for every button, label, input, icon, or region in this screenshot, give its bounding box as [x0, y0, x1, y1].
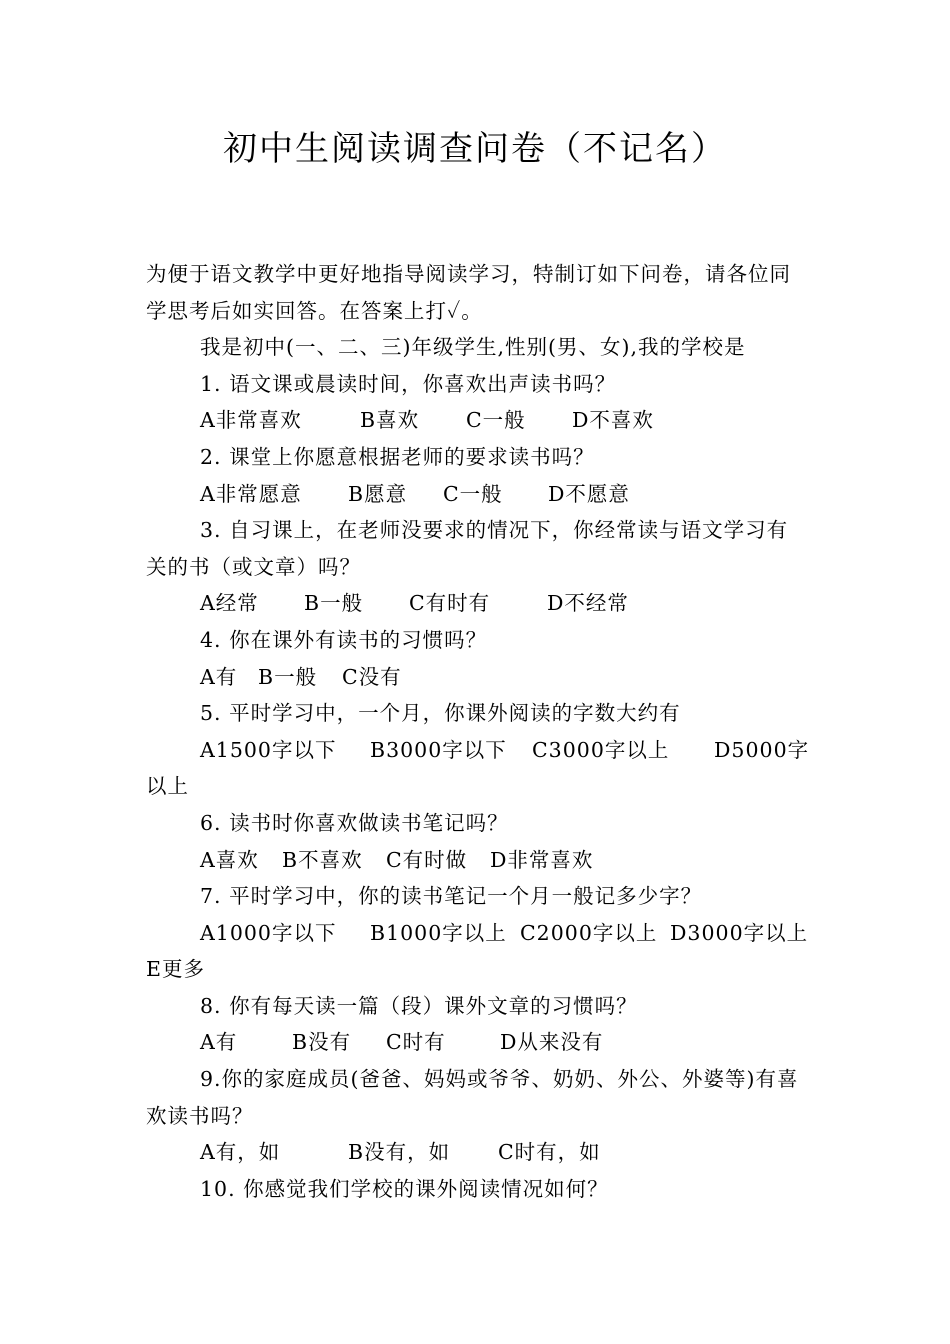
option-a[interactable]: A有: [200, 664, 238, 689]
option-a[interactable]: A1000字以下: [200, 920, 337, 945]
question-5-options: [146, 732, 810, 769]
option-a[interactable]: A经常: [200, 591, 259, 616]
question-5: 5. 平时学习中，一个月，你课外阅读的字数大约有: [200, 701, 681, 726]
question-8-options: [146, 1024, 810, 1061]
option-c[interactable]: C时有: [386, 1030, 446, 1055]
question-9-line-1: 9.你的家庭成员(爸爸、妈妈或爷爷、奶奶、外公、外婆等)有喜: [200, 1067, 799, 1092]
option-a[interactable]: A有，如: [200, 1140, 281, 1165]
option-a[interactable]: A1500字以下: [200, 737, 337, 762]
intro-line-1: 为便于语文教学中更好地指导阅读学习，特制订如下问卷，请各位同: [146, 262, 791, 286]
option-c[interactable]: C一般: [443, 481, 503, 506]
intro-line-2: 学思考后如实回答。在答案上打✓。: [146, 298, 483, 323]
question-10: 10. 你感觉我们学校的课外阅读情况如何？: [200, 1176, 609, 1201]
option-b[interactable]: B喜欢: [360, 408, 420, 433]
option-c[interactable]: C有时有: [409, 591, 491, 616]
question-7-options-line-2[interactable]: E更多: [146, 957, 205, 982]
document-title: 初中生阅读调查问卷（不记名）: [223, 129, 727, 169]
question-2-options: [146, 476, 810, 513]
option-c[interactable]: C一般: [466, 408, 526, 433]
question-9-options: [146, 1134, 810, 1171]
option-a[interactable]: A非常愿意: [200, 481, 302, 506]
question-8: 8. 你有每天读一篇（段）课外文章的习惯吗？: [200, 993, 638, 1018]
option-c[interactable]: C3000字以上: [532, 737, 670, 762]
option-b[interactable]: B一般: [258, 664, 318, 689]
option-b[interactable]: B没有，如: [348, 1140, 451, 1165]
option-b[interactable]: B3000字以下: [370, 737, 507, 762]
option-c[interactable]: C2000字以上: [520, 920, 658, 945]
question-5-options-line-2: 以上: [146, 774, 189, 799]
question-6: 6. 读书时你喜欢做读书笔记吗？: [200, 810, 509, 835]
option-b[interactable]: B1000字以上: [370, 920, 507, 945]
question-9-line-2: 欢读书吗？: [146, 1103, 254, 1128]
option-d[interactable]: D不喜欢: [572, 408, 654, 433]
question-3-options: [146, 585, 810, 622]
question-7: 7. 平时学习中，你的读书笔记一个月一般记多少字？: [200, 884, 703, 909]
question-1: 1. 语文课或晨读时间，你喜欢出声读书吗？: [200, 371, 617, 396]
questionnaire-body: [146, 256, 810, 1207]
option-d[interactable]: D从来没有: [500, 1030, 604, 1055]
option-c[interactable]: C有时做: [386, 847, 468, 872]
option-d[interactable]: D非常喜欢: [490, 847, 594, 872]
question-6-options: [146, 842, 810, 879]
option-d[interactable]: D不经常: [547, 591, 629, 616]
option-a[interactable]: A非常喜欢: [200, 408, 302, 433]
option-b[interactable]: B没有: [292, 1030, 352, 1055]
option-c[interactable]: C时有，如: [498, 1140, 601, 1165]
question-3-line-1: 3. 自习课上，在老师没要求的情况下，你经常读与语文学习有: [200, 518, 789, 543]
option-b[interactable]: B不喜欢: [282, 847, 363, 872]
option-c[interactable]: C没有: [342, 664, 402, 689]
option-a[interactable]: A喜欢: [200, 847, 259, 872]
question-4: 4. 你在课外有读书的习惯吗？: [200, 627, 488, 652]
question-1-options: [146, 402, 810, 439]
question-4-options: [146, 659, 810, 696]
option-d[interactable]: D5000字: [714, 737, 810, 762]
option-a[interactable]: A有: [200, 1030, 238, 1055]
question-7-options: [146, 915, 810, 952]
option-d[interactable]: D3000字以上: [670, 920, 809, 945]
question-2: 2. 课堂上你愿意根据老师的要求读书吗？: [200, 444, 595, 469]
question-3-line-2: 关的书（或文章）吗？: [146, 554, 361, 579]
option-b[interactable]: B一般: [304, 591, 364, 616]
personal-info-line: 我是初中(一、二、三)年级学生,性别(男、女),我的学校是: [200, 335, 746, 360]
option-b[interactable]: B愿意: [348, 481, 408, 506]
option-d[interactable]: D不愿意: [548, 481, 630, 506]
